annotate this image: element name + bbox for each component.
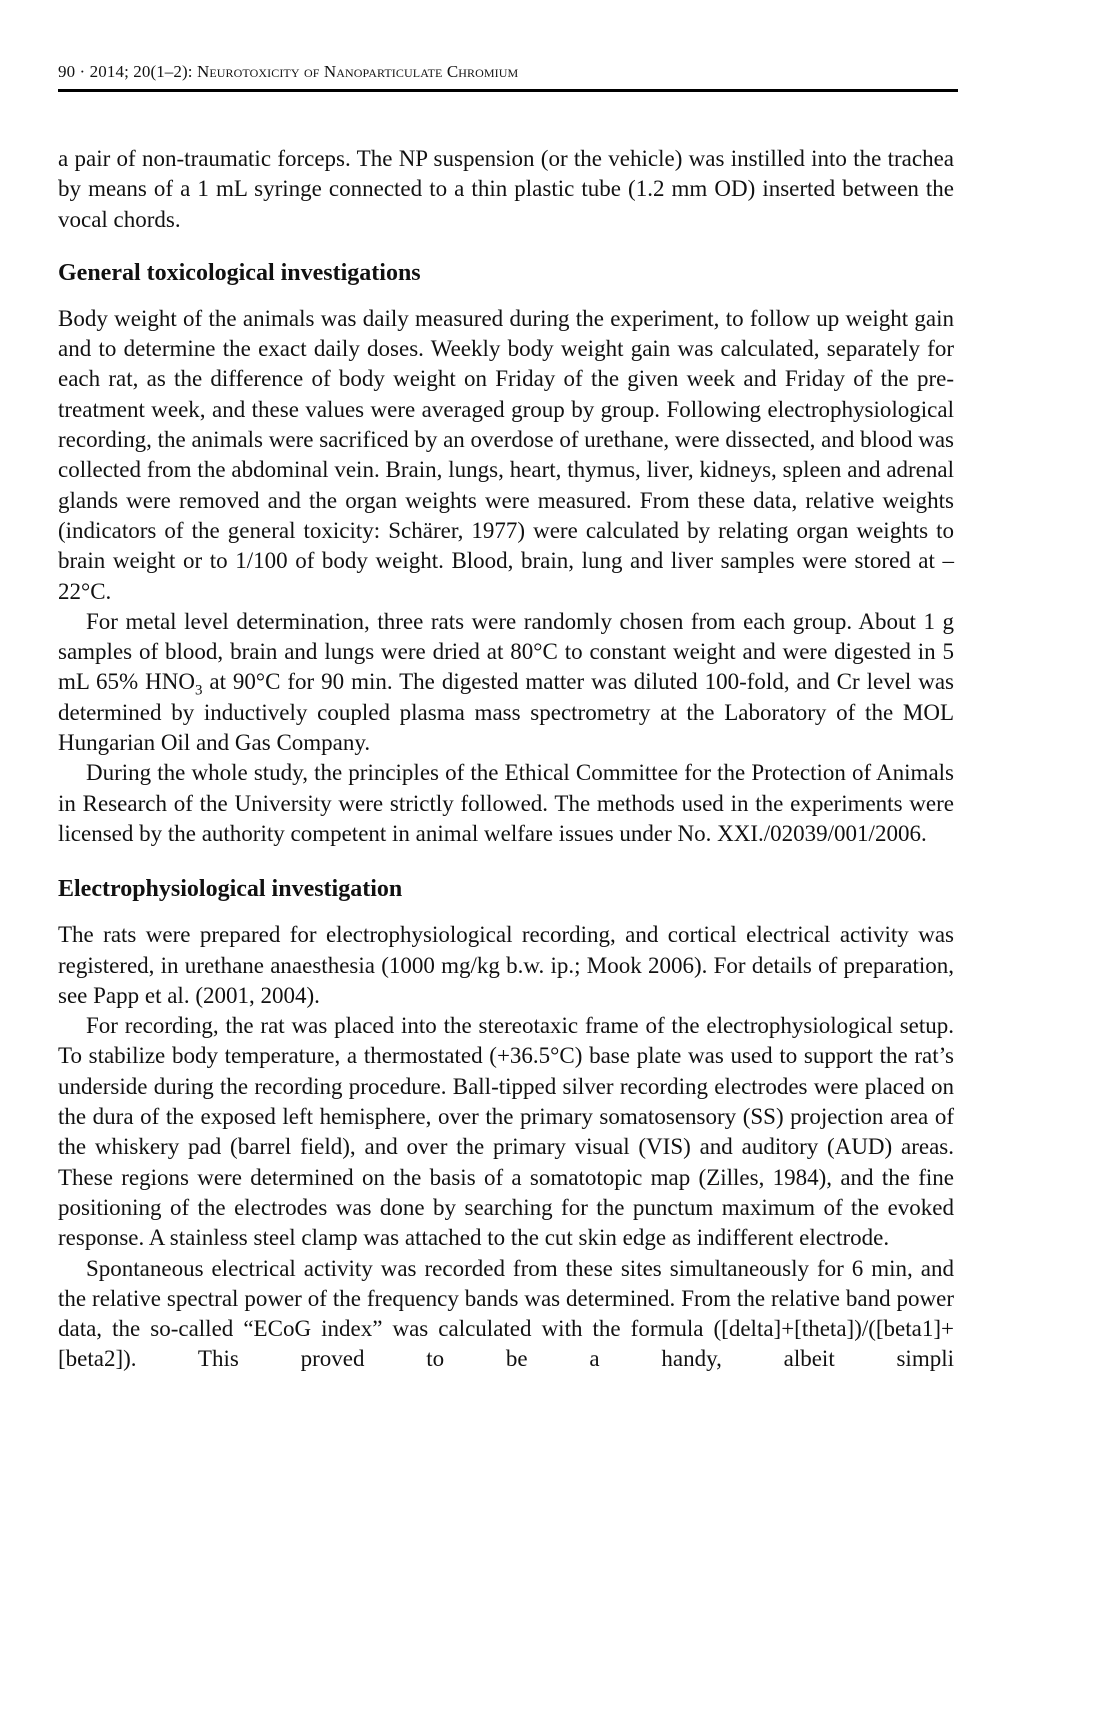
subscript-3: 3: [194, 683, 203, 700]
section-heading-general-toxicology: General toxicological investigations: [58, 259, 421, 286]
paragraph-preparation: The rats were prepared for electrophysiological recording, and cortical electrical activity was registered, in urethane anaesthesia (1000 mg/kg b.w. ip.; Mook 2006). For details of preparation, see Papp et al. (2001, 2004).: [58, 922, 954, 1008]
paragraph-spontaneous-activity: Spontaneous electrical activity was recorded from these sites simultaneously for 6 min, and the relative spectral power of the frequency bands was determined. From the relative band power data, the so-called “ECoG index” was calculated with the formula ([delta]+[theta])/([beta1]+[beta2]). This proved to be a handy, albeit simpli: [58, 1255, 954, 1372]
header-separator: ·: [75, 62, 90, 81]
paragraph-body-weight: Body weight of the animals was daily measured during the experiment, to follow up weight gain and to determine the exact daily doses. Weekly body weight gain was calculated, separately for each rat, as the difference of body weight on Friday of the given week and Friday of the pre-treatment week, and these values were averaged group by group. Following electrophysiological recording, the animals were sacrificed by an overdose of urethane, were dissected, and blood was collected from the abdominal vein. Brain, lungs, heart, thymus, liver, kidneys, spleen and adrenal glands were removed and the organ weights were measured. From these data, relative weights (indicators of the general toxicity: Schärer, 1977) were calculated by relating organ weights to brain weight or to 1/100 of body weight. Blood, brain, lung and liver samples were stored at –22°C.: [58, 305, 955, 604]
paragraph-recording: For recording, the rat was placed into the stereotaxic frame of the electrophysiological setup. To stabilize body temperature, a thermostated (+36.5°C) base plate was used to support the rat’s underside during the recording procedure. Ball-tipped silver recording electrodes were placed on the dura of the exposed left hemisphere, over the primary somatosensory (SS) projection area of the whiskery pad (barrel field), and over the primary visual (VIS) and auditory (AUD) areas. These regions were determined on the basis of a somatotopic map (Zilles, 1984), and the fine positioning of the electrodes was done by searching for the punctum maximum of the evoked response. A stainless steel clamp was attached to the cut skin edge as indifferent electrode.: [58, 1013, 954, 1251]
journal-citation: 2014; 20(1–2):: [89, 62, 197, 81]
paragraph-metal-level: [58, 607, 954, 758]
running-header: [58, 62, 518, 82]
header-rule: [58, 89, 958, 92]
article-body: [58, 144, 954, 1375]
intro-paragraph: a pair of non-traumatic forceps. The NP suspension (or the vehicle) was instilled into the trachea by means of a 1 mL syringe connected to a thin plastic tube (1.2 mm OD) inserted between the vocal chords.: [58, 146, 954, 232]
page-number: 90: [58, 62, 76, 81]
metal-level-text-a: For metal level determination, three rats were randomly chosen from each group. About 1 g samples of blood, brain and lungs were dried at 80°C to constant weight and were digested in 5 mL 65% HNO: [58, 608, 954, 695]
section-heading-electrophysiology: Electrophysiological investigation: [58, 876, 403, 903]
running-title: Neurotoxicity of Nanoparticulate Chromium: [196, 62, 519, 81]
metal-level-text-b: at 90°C for 90 min. The digested matter was diluted 100-fold, and Cr level was determined by inductively coupled plasma mass spectrometry at the Laboratory of the MOL Hungarian Oil and Gas Company.: [58, 669, 954, 756]
paragraph-ethics: During the whole study, the principles of the Ethical Committee for the Protection of Animals in Research of the University were strictly followed. The methods used in the experiments were licensed by the authority competent in animal welfare issues under No. XXI./02039/001/2006.: [58, 760, 954, 846]
